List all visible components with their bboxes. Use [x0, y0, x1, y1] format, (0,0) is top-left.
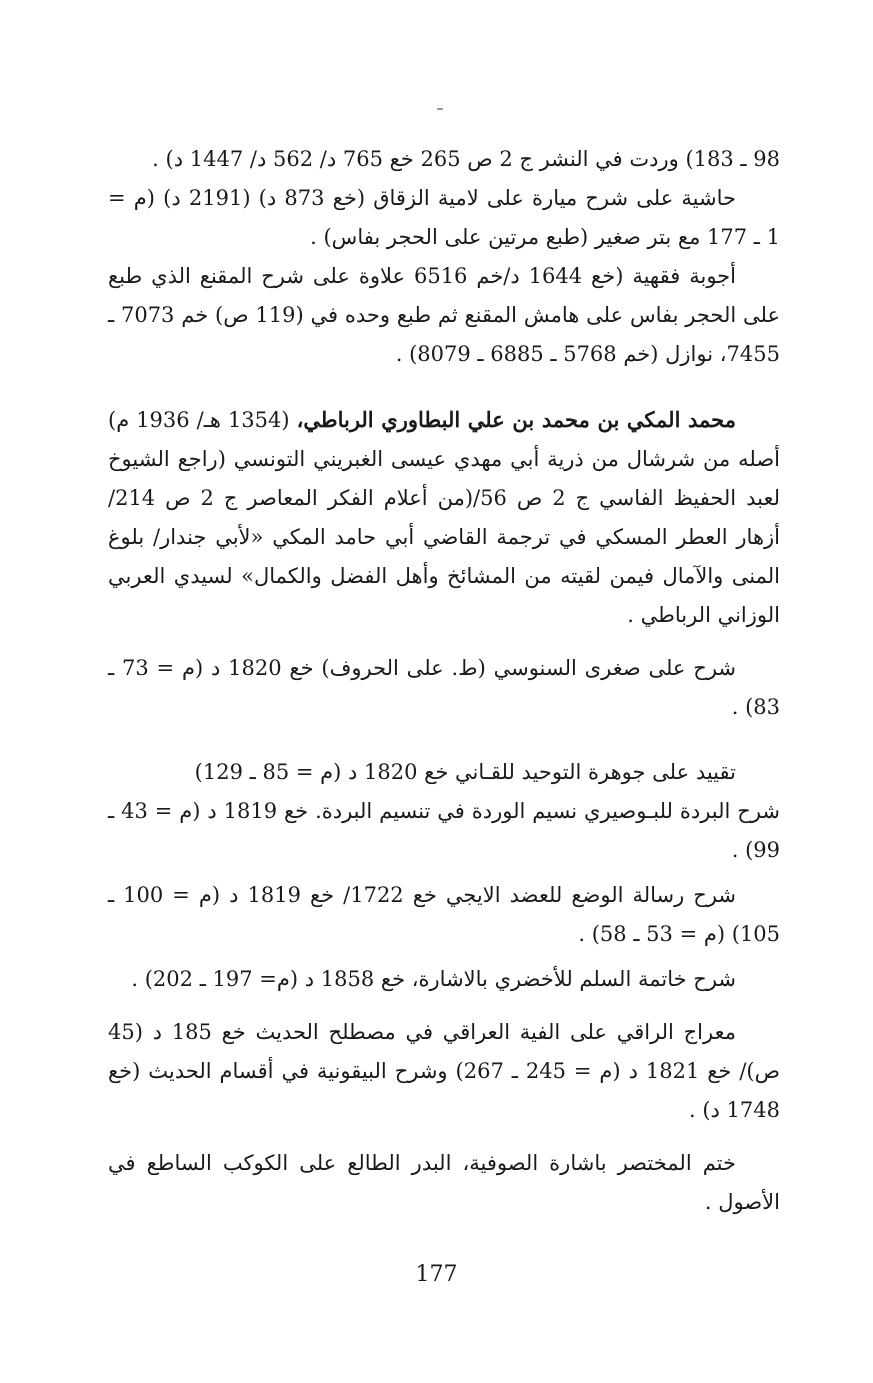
paragraph-taqyid: تقييد على جوهرة التوحيد للقـاني خع 1820 د (م = 85 ـ 129) [194, 760, 736, 784]
biography-name: محمد المكي بن محمد بن علي البطاوري الرباطي، [296, 407, 736, 432]
paragraph-sughra: شرح على صغرى السنوسي (ط. على الحروف) خع 1820 د (م = 73 ـ 83) . [108, 656, 780, 719]
paragraph-ajwiba: أجوبة فقهية (خع 1644 د/خم 6516 علاوة على شرح المقنع الذي طبع على الحجر بفاس على هامش المقنع ثم طبع وحده في (119 ص) خم 7073 ـ 7455، نوازل (خم 5768 ـ 6885 ـ 8079) . [108, 264, 780, 366]
top-mark [437, 108, 443, 110]
paragraph-khatm: ختم المختصر باشارة الصوفية، البدر الطالع على الكوكب الساطع في الأصول . [108, 1151, 780, 1214]
paragraph-miraj: معراج الراقي على الفية العراقي في مصطلح الحديث خع 185 د (45 ص)/ خع 1821 د (م = 245 ـ 267) وشرح البيقونية في أقسام الحديث (خع 1748 د) . [108, 1020, 781, 1122]
biography-text: (1354 هـ/ 1936 م) أصله من شرشال من ذرية أبي مهدي عيسى الغبريني التونسي (راجع الشيوخ لعبد الحفيظ الفاسي ج 2 ص 56/(من أعلام الفكر المعاصر ج 2 ص 214/ أزهار العطر المسكي في ترجمة القاضي أبي حامد المكي «لأبي جندار/ بلوغ المنى والآمال فيمن لقيته من المشائخ وأهل الفضل والكمال» لسيدي العربي الوزاني الرباطي . [108, 408, 780, 627]
page-body [108, 140, 780, 1222]
biography-entry [108, 400, 780, 635]
paragraph-continuation: 98 ـ 183) وردت في النشر ج 2 ص 265 خع 765 د/ 562 د/ 1447 د) . [152, 147, 780, 171]
page-number: 177 [415, 1262, 458, 1287]
paragraph-sullam: شرح خاتمة السلم للأخضري بالاشارة، خع 1858 د (م= 197 ـ 202) . [131, 967, 736, 991]
paragraph-risala: شرح رسالة الوضع للعضد الايجي خع 1722/ خع 1819 د (م = 100 ـ 105) (م = 53 ـ 58) . [108, 883, 780, 946]
paragraph-hashiya: حاشية على شرح ميارة على لامية الزقاق (خع 873 د) (2191 د) (م = 1 ـ 177 مع بتر صغير (طبع مرتين على الحجر بفاس) . [108, 186, 780, 249]
paragraph-burda: شرح البردة للبـوصيري نسيم الوردة في تنسيم البردة. خع 1819 د (م = 43 ـ 99) . [108, 799, 781, 862]
